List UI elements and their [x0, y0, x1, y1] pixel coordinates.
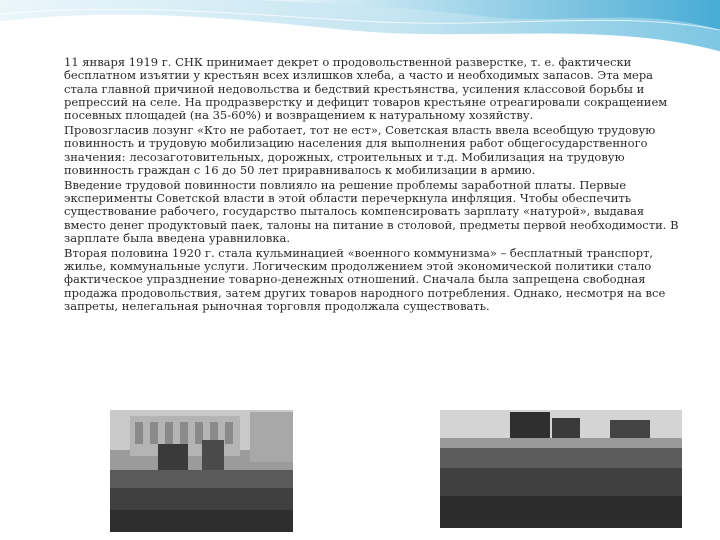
rally-crowd-photo: [110, 410, 293, 532]
paragraph-labor-duty: Провозгласив лозунг «Кто не работает, тот не ест», Советская власть ввела всеобщую трудовую повинность и трудовую мобилизацию населения для выполнения работ общегосударственного значения: лесозаготовительных, дорожных, строительных и т.д. Мобилизация на трудовую повинность граждан с 16 до 50 лет приравнивалось к мобилизации в армию.: [64, 122, 656, 177]
body-text: [64, 56, 684, 315]
paragraph-prodrazverstka: 11 января 1919 г. СНК принимает декрет о продовольственной разверстке, т. е. фактически бесплатном изъятии у крестьян всех излишков хлеба, а часто и необходимых запасов. Эта мера стала главной причиной недовольства и бедствий крестьянства, усиления классовой борьбы и репрессий на селе. На продразверстку и дефицит товаров крестьяне отреагировали сокращением посевных площадей (на 35-60%) и возвращением к натуральному хозяйству.: [64, 55, 668, 123]
paragraph-war-communism: Вторая половина 1920 г. стала кульминацией «военного коммунизма» – бесплатный транспорт, жилье, коммунальные услуги. Логическим продолжением этой экономической политики стало фактическое упразднение товарно-денежных отношений. Сначала была запрещена свободная продажа продовольствия, затем других товаров народного потребления. Однако, несмотря на все запреты, нелегальная рыночная торговля продолжала существовать.: [64, 245, 666, 313]
paragraph-wages: Введение трудовой повинности повлияло на решение проблемы заработной платы. Первые эксперименты Советской власти в этой области перечеркнула инфляция. Чтобы обеспечить существование рабочего, государство пыталось компенсировать зарплату «натурой», выдавая вместо денег продуктовый паек, талоны на питание в столовой, предметы первой необходимости. В зарплате была введена уравниловка.: [64, 177, 679, 245]
march-banners-photo: [440, 410, 682, 528]
